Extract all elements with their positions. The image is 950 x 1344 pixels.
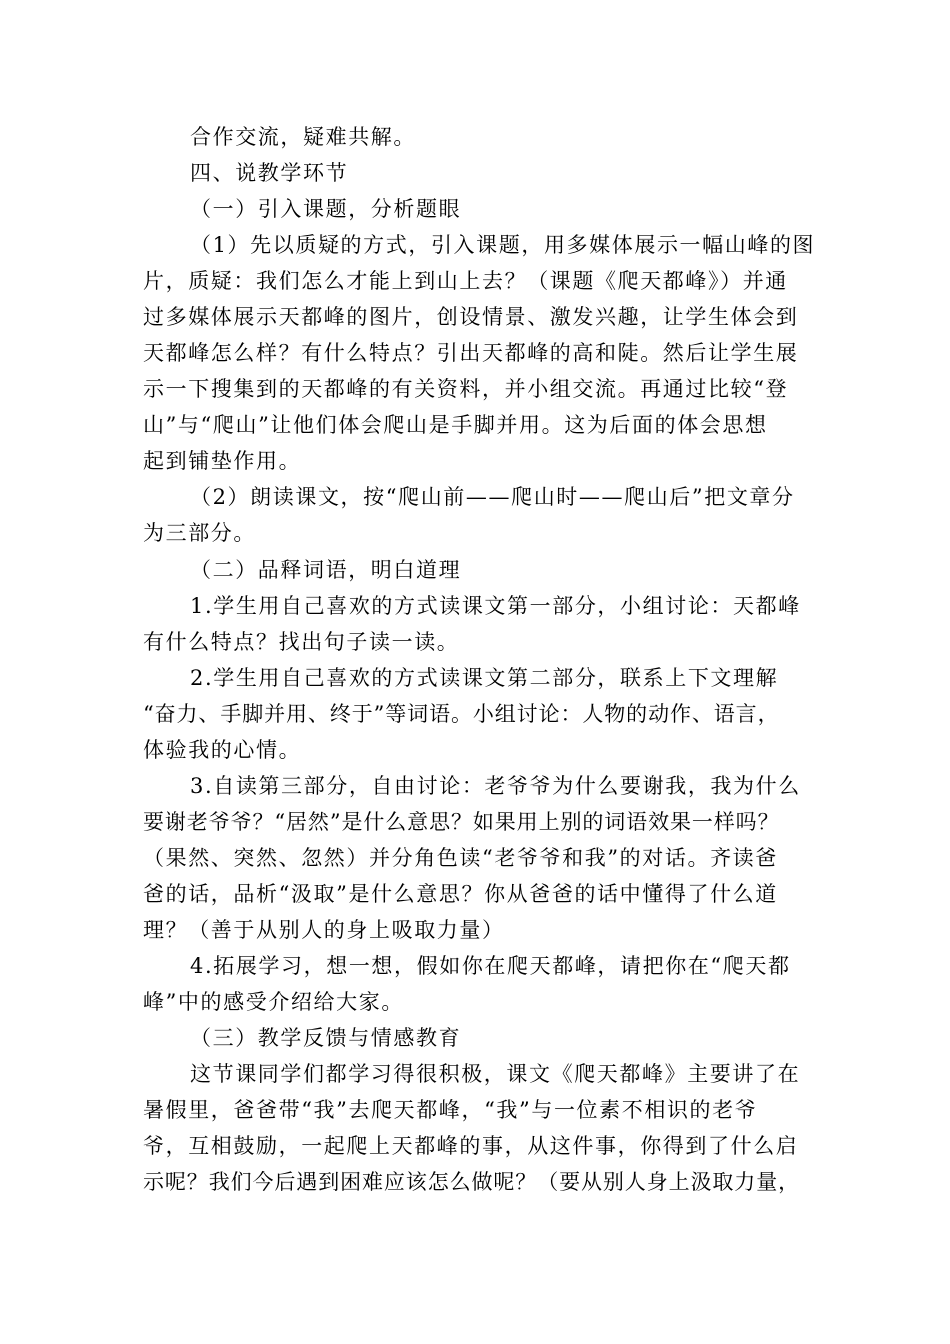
paragraph-line: （1）先以质疑的方式，引入课题，用多媒体展示一幅山峰的图 [190, 233, 816, 257]
paragraph-line: 有什么特点？找出句子读一读。 [143, 630, 460, 654]
paragraph-line: 天都峰怎么样？有什么特点？引出天都峰的高和陡。然后让学生展 [143, 341, 799, 365]
paragraph-line: 2.学生用自己喜欢的方式读课文第二部分，联系上下文理解 [190, 666, 779, 690]
subsection-heading: （三）教学反馈与情感教育 [190, 1026, 462, 1050]
paragraph-line: 3.自读第三部分，自由讨论：老爷爷为什么要谢我，我为什么 [190, 774, 801, 798]
paragraph-line: 暑假里，爸爸带“我”去爬天都峰，“我”与一位素不相识的老爷 [143, 1098, 758, 1122]
paragraph-line: 示呢？我们今后遇到困难应该怎么做呢？（要从别人身上汲取力量， [143, 1170, 800, 1194]
paragraph-line: 起到铺垫作用。 [143, 449, 302, 473]
paragraph-line: “奋力、手脚并用、终于”等词语。小组讨论：人物的动作、语言， [143, 702, 780, 726]
subsection-heading: （一）引入课题，分析题眼 [190, 197, 462, 221]
paragraph-line: （2）朗读课文，按“爬山前——爬山时——爬山后”把文章分 [190, 485, 795, 509]
paragraph-line: 合作交流，疑难共解。 [190, 125, 416, 149]
paragraph-line: 山”与“爬山”让他们体会爬山是手脚并用。这为后面的体会思想 [143, 413, 768, 437]
paragraph-line: 爸的话，品析“汲取”是什么意思？你从爸爸的话中懂得了什么道 [143, 882, 778, 906]
paragraph-line: 要谢老爷爷？“居然”是什么意思？如果用上别的词语效果一样吗？ [143, 810, 780, 834]
paragraph-line: 为三部分。 [143, 521, 256, 545]
section-heading: 四、说教学环节 [190, 161, 349, 185]
paragraph-line: 理？（善于从别人的身上吸取力量） [143, 918, 505, 942]
subsection-heading: （二）品释词语，明白道理 [190, 558, 462, 582]
paragraph-line: 4.拓展学习，想一想，假如你在爬天都峰，请把你在“爬天都 [190, 954, 791, 978]
paragraph-line: 这节课同学们都学习得很积极，课文《爬天都峰》主要讲了在 [190, 1062, 801, 1086]
paragraph-line: 爷，互相鼓励，一起爬上天都峰的事，从这件事，你得到了什么启 [143, 1134, 799, 1158]
paragraph-line: （果然、突然、忽然）并分角色读“老爷爷和我”的对话。齐读爸 [143, 846, 778, 870]
paragraph-line: 过多媒体展示天都峰的图片，创设情景、激发兴趣，让学生体会到 [143, 305, 799, 329]
paragraph-line: 体验我的心情。 [143, 738, 302, 762]
paragraph-line: 峰”中的感受介绍给大家。 [143, 990, 404, 1014]
paragraph-line: 示一下搜集到的天都峰的有关资料，并小组交流。再通过比较“登 [143, 377, 789, 401]
paragraph-line: 1.学生用自己喜欢的方式读课文第一部分，小组讨论：天都峰 [190, 594, 801, 618]
paragraph-line: 片，质疑：我们怎么才能上到山上去？（课题《爬天都峰》）并通 [143, 269, 788, 293]
